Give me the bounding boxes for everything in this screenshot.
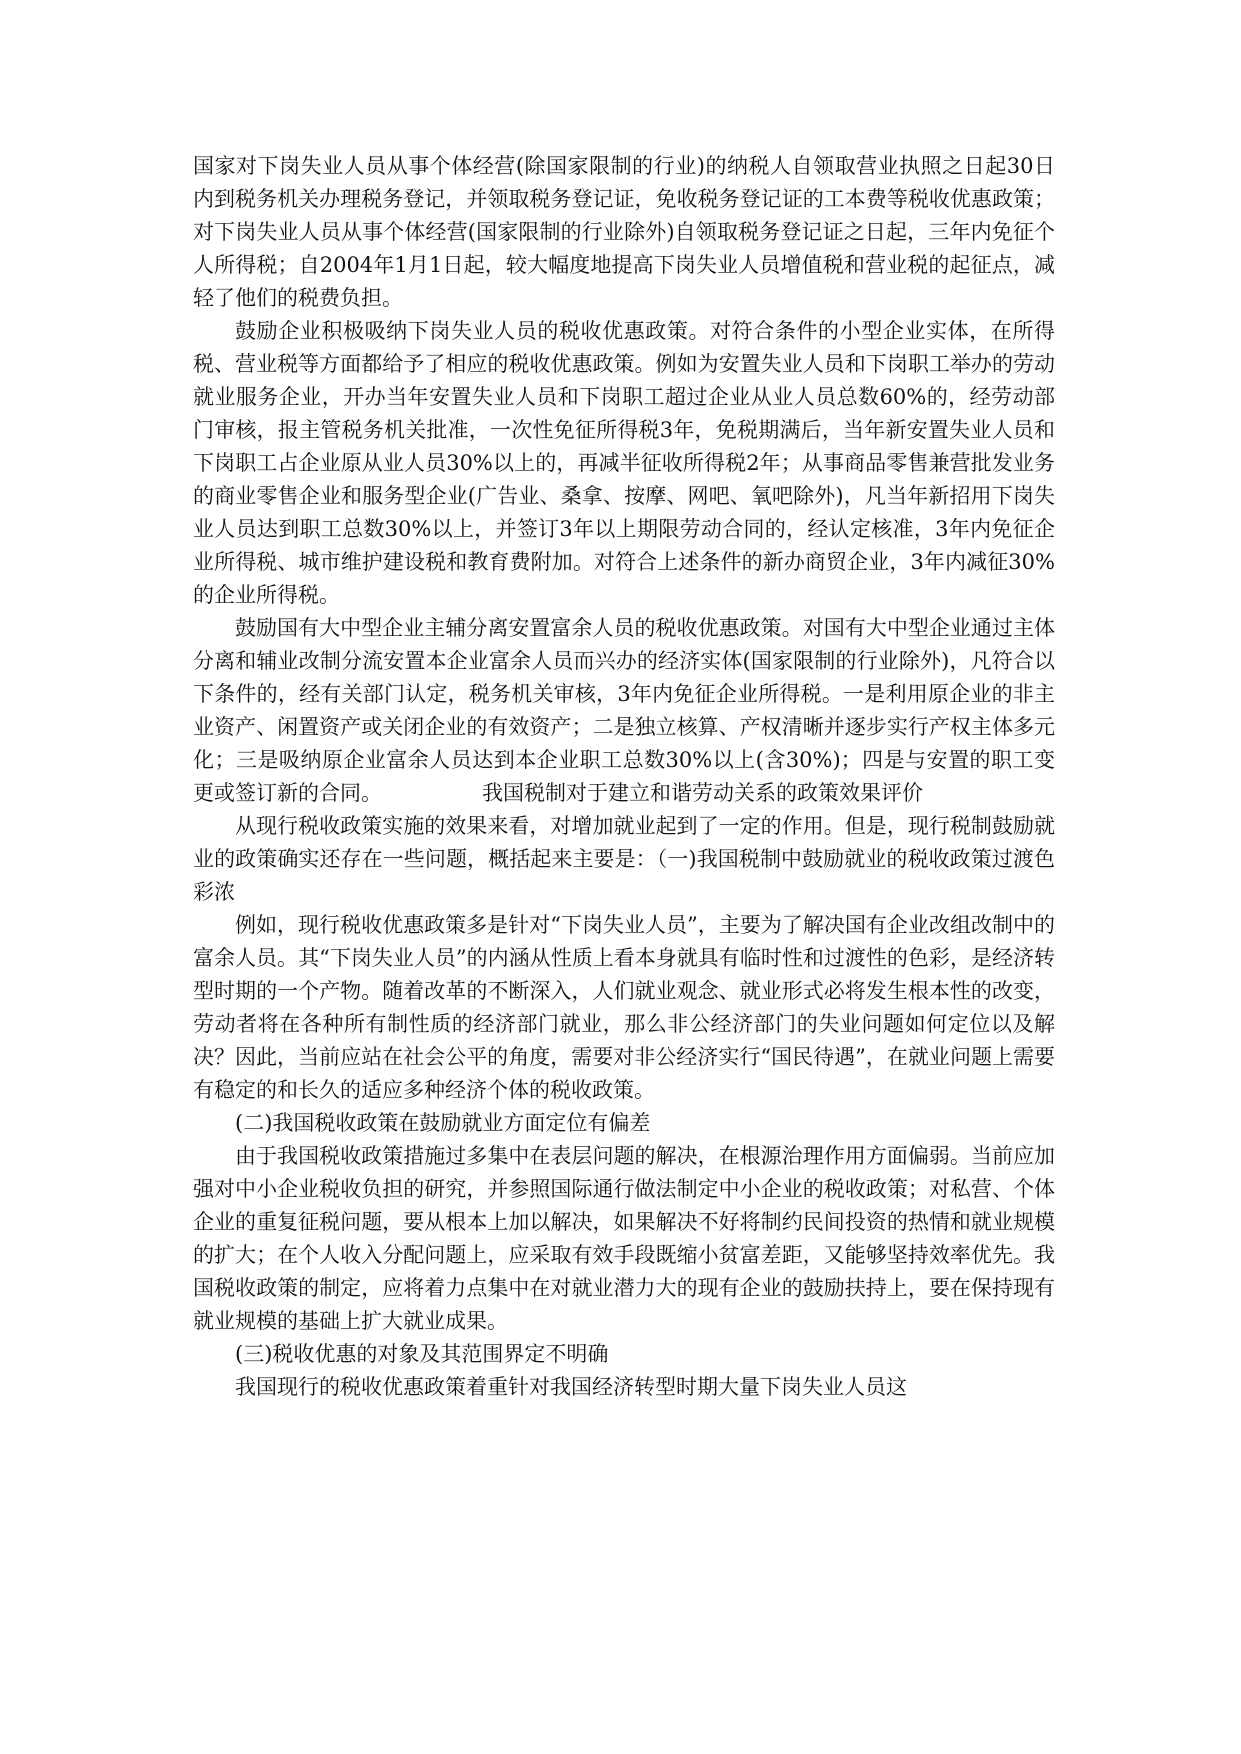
section-heading-policy-evaluation: 我国税制对于建立和谐劳动关系的政策效果评价 (482, 781, 923, 805)
paragraph-root-cause: 由于我国税收政策措施过多集中在表层问题的解决，在根源治理作用方面偏弱。当前应加强对中小企业税收负担的研究，并参照国际通行做法制定中小企业的税收政策；对私营、个体企业的重复征税问题，要从根本上加以解决，如果解决不好将制约民间投资的热情和就业规模的扩大；在个人收入分配问题上，应采取有效手段既缩小贫富差距，又能够坚持效率优先。我国税收政策的制定，应将着力点集中在对就业潜力大的现有企业的鼓励扶持上，要在保持现有就业规模的基础上扩大就业成果。 (193, 1144, 1055, 1333)
section-heading-unclear-scope: (三)税收优惠的对象及其范围界定不明确 (235, 1342, 609, 1366)
paragraph-current-effects: 从现行税收政策实施的效果来看，对增加就业起到了一定的作用。但是，现行税制鼓励就业的政策确实还存在一些问题，概括起来主要是：（一)我国税制中鼓励就业的税收政策过渡色彩浓 (193, 814, 1055, 904)
paragraph-example-laid-off-workers: 例如，现行税收优惠政策多是针对“下岗失业人员”，主要为了解决国有企业改组改制中的富余人员。其“下岗失业人员”的内涵从性质上看本身就具有临时性和过渡性的色彩，是经济转型时期的一个产物。随着改革的不断深入，人们就业观念、就业形式必将发生根本性的改变，劳动者将在各种所有制性质的经济部门就业，那么非公经济部门的失业问题如何定位以及解决？因此，当前应站在社会公平的角度，需要对非公经济实行“国民待遇”，在就业问题上需要有稳定的和长久的适应多种经济个体的税收政策。 (193, 913, 1055, 1102)
document-page (193, 150, 1055, 1404)
paragraph-soe-separation-text: 鼓励国有大中型企业主辅分离安置富余人员的税收优惠政策。对国有大中型企业通过主体分离和辅业改制分流安置本企业富余人员而兴办的经济实体(国家限制的行业除外)，凡符合以下条件的，经有关部门认定，税务机关审核，3年内免征企业所得税。一是利用原企业的非主业资产、闲置资产或关闭企业的有效资产；二是独立核算、产权清晰并逐步实行产权主体多元化；三是吸纳原企业富余人员达到本企业职工总数30%以上(含30%)；四是与安置的职工变更或签订新的合同。 (193, 616, 1055, 805)
paragraph-current-preferential-policy: 我国现行的税收优惠政策着重针对我国经济转型时期大量下岗失业人员这 (235, 1375, 907, 1399)
paragraph-enterprise-hiring-policy: 鼓励企业积极吸纳下岗失业人员的税收优惠政策。对符合条件的小型企业实体，在所得税、营业税等方面都给予了相应的税收优惠政策。例如为安置失业人员和下岗职工举办的劳动就业服务企业，开办当年安置失业人员和下岗职工超过企业从业人员总数60%的，经劳动部门审核，报主管税务机关批准，一次性免征所得税3年，免税期满后，当年新安置失业人员和下岗职工占企业原从业人员30%以上的，再减半征收所得税2年；从事商品零售兼营批发业务的商业零售企业和服务型企业(广告业、桑拿、按摩、网吧、氧吧除外)，凡当年新招用下岗失业人员达到职工总数30%以上，并签订3年以上期限劳动合同的，经认定核准，3年内免征企业所得税、城市维护建设税和教育费附加。对符合上述条件的新办商贸企业，3年内减征30%的企业所得税。 (193, 319, 1055, 607)
paragraph-individual-business-policy: 国家对下岗失业人员从事个体经营(除国家限制的行业)的纳税人自领取营业执照之日起30日内到税务机关办理税务登记，并领取税务登记证，免收税务登记证的工本费等税收优惠政策；对下岗失业人员从事个体经营(国家限制的行业除外)自领取税务登记证之日起，三年内免征个人所得税；自2004年1月1日起，较大幅度地提高下岗失业人员增值税和营业税的起征点，减轻了他们的税费负担。 (193, 154, 1055, 310)
paragraph-soe-separation-policy (193, 612, 1055, 810)
section-heading-positioning-deviation: (二)我国税收政策在鼓励就业方面定位有偏差 (235, 1111, 651, 1135)
